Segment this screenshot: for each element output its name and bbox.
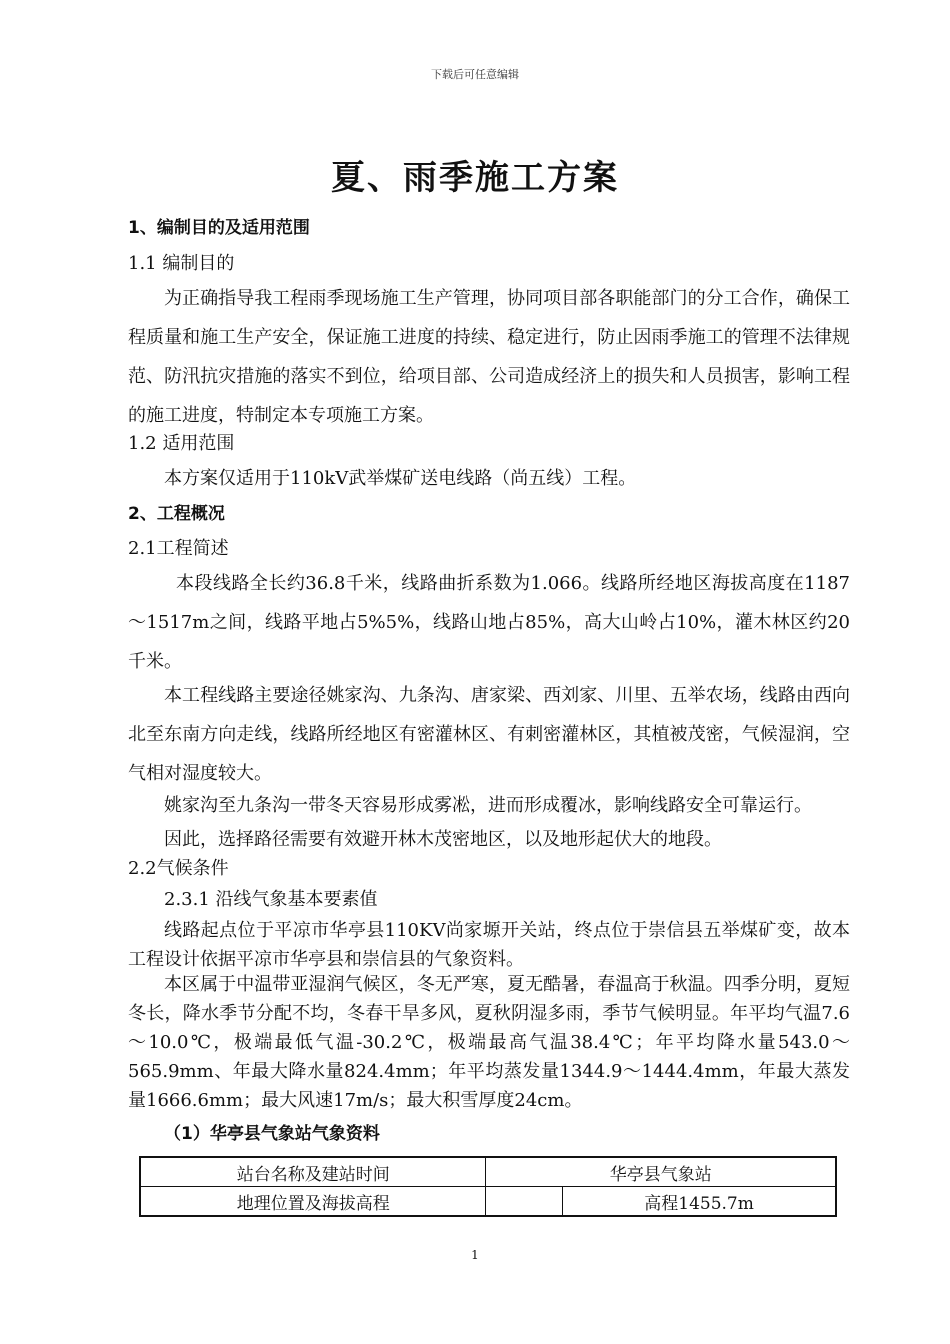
table-row: [140, 1157, 836, 1187]
section-2-1-paragraph-2: 本工程线路主要途径姚家沟、九条沟、唐家梁、西刘家、川里、五举农场，线路由西向北至东南方向走线，线路所经地区有密灌林区、有刺密灌林区，其植被茂密，气候湿润，空气相对湿度较大。: [128, 685, 850, 784]
document-title: 夏、雨季施工方案: [331, 158, 619, 198]
section-1-1-paragraph: 为正确指导我工程雨季现场施工生产管理，协同项目部各职能部门的分工合作，确保工程质量和施工生产安全，保证施工进度的持续、稳定进行，防止因雨季施工的管理不法律规范、防汛抗灾措施的落实不到位，给项目部、公司造成经济上的损失和人员损害，影响工程的施工进度，特制定本专项施工方案。: [128, 288, 850, 426]
table-cell-label: 站台名称及建站时间: [140, 1157, 486, 1187]
table-cell-label: 地理位置及海拔高程: [140, 1187, 486, 1217]
section-1-heading: 1、编制目的及适用范围: [128, 218, 310, 238]
section-2-1-paragraph-3: 姚家沟至九条沟一带冬天容易形成雾凇，进而形成覆冰，影响线路安全可靠运行。: [164, 795, 812, 816]
table-cell-value: 高程1455.7m: [563, 1187, 836, 1217]
section-2-2-heading: 2.2气候条件: [128, 858, 229, 879]
section-1-2-paragraph: 本方案仅适用于110kV武举煤矿送电线路（尚五线）工程。: [164, 468, 637, 489]
page-number: 1: [471, 1248, 479, 1262]
table-cell-value: 华亭县气象站: [486, 1157, 836, 1187]
section-2-heading: 2、工程概况: [128, 504, 225, 524]
section-2-1-paragraph-4: 因此，选择路径需要有效避开林木茂密地区，以及地形起伏大的地段。: [164, 829, 722, 850]
header-note: 下载后可任意编辑: [431, 68, 519, 81]
section-2-3-1-heading: 2.3.1 沿线气象基本要素值: [164, 889, 378, 910]
section-2-1-paragraph-1: 本段线路全长约36.8千米，线路曲折系数为1.066。线路所经地区海拔高度在1187～1517m之间，线路平地占5%5%，线路山地占85%，高大山岭占10%，灌木林区约20千米。: [128, 573, 850, 672]
section-2-1-heading: 2.1工程简述: [128, 538, 229, 559]
section-1-1-heading: 1.1 编制目的: [128, 253, 235, 274]
table-caption: （1）华亭县气象站气象资料: [164, 1124, 380, 1144]
section-2-3-1-paragraph-2: 本区属于中温带亚湿润气候区，冬无严寒，夏无酷暑，春温高于秋温。四季分明，夏短冬长，降水季节分配不均，冬春干旱多风，夏秋阴湿多雨，季节气候明显。年平均气温7.6～10.0℃，极端最低气温-30.2℃，极端最高气温38.4℃；年平均降水量543.0～565.9mm、年最大降水量824.4mm；年平均蒸发量1344.9～1444.4mm，年最大蒸发量1666.6mm；最大风速17m/s；最大积雪厚度24cm。: [128, 974, 850, 1111]
section-2-3-1-paragraph-1: 线路起点位于平凉市华亭县110KV尚家塬开关站，终点位于崇信县五举煤矿变，故本工程设计依据平凉市华亭县和崇信县的气象资料。: [128, 920, 850, 970]
table-cell-value: [486, 1187, 563, 1217]
section-1-2-heading: 1.2 适用范围: [128, 433, 235, 454]
table-row: [140, 1187, 836, 1217]
weather-station-table: [139, 1156, 837, 1217]
